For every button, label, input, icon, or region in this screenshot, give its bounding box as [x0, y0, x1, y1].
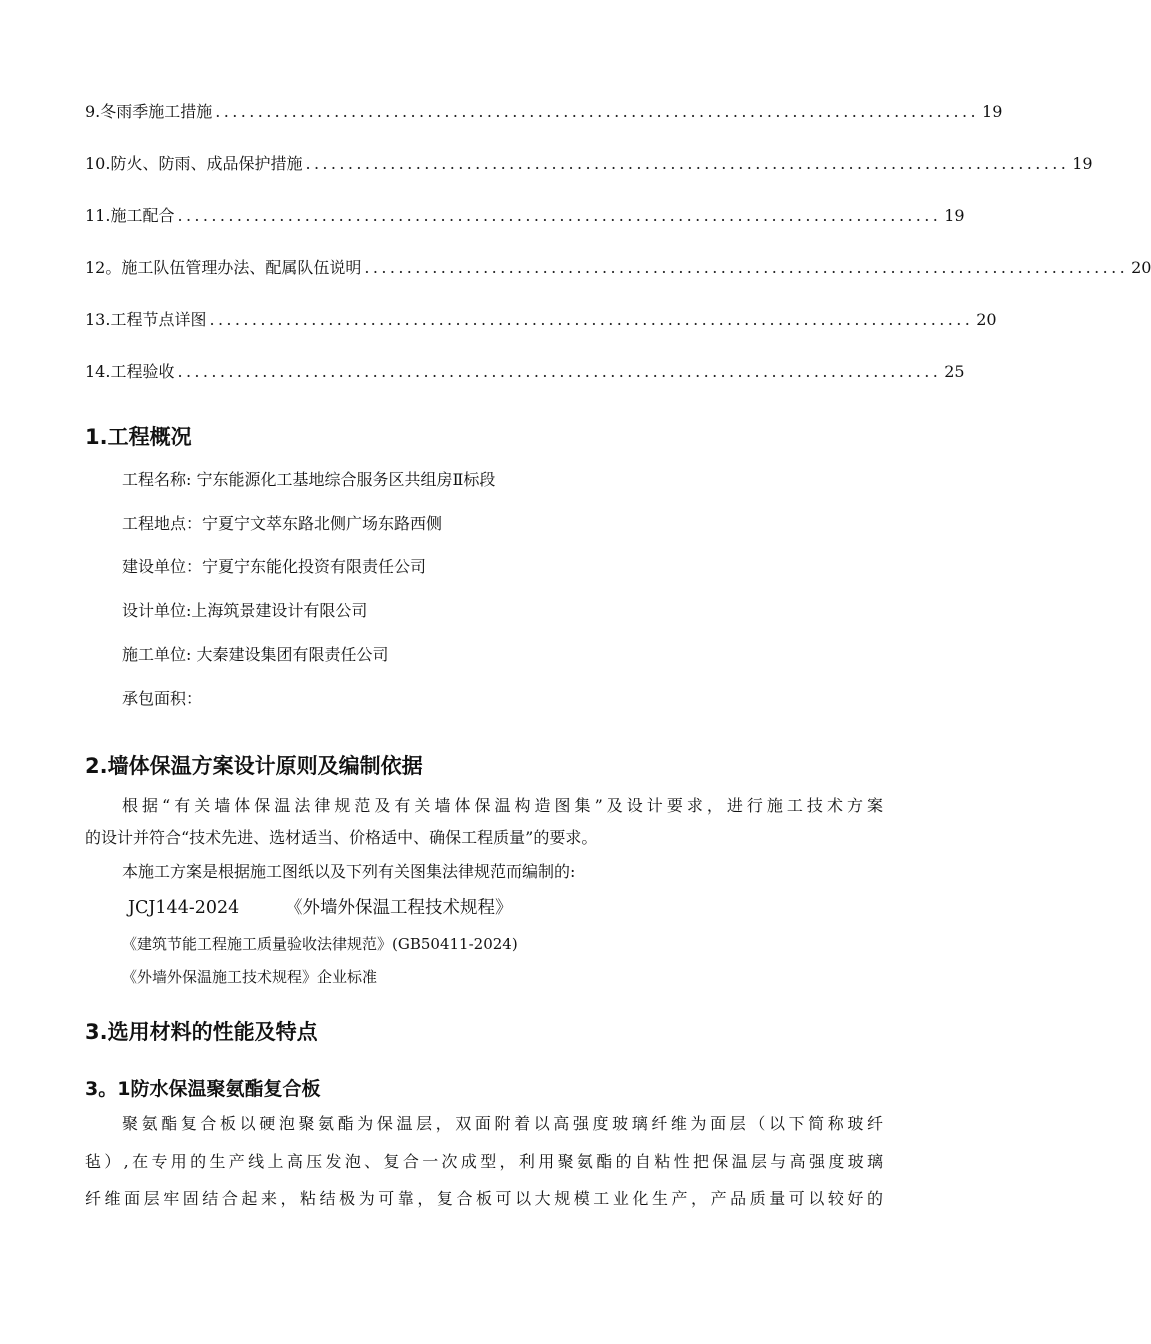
paragraph-line: 聚氨酯复合板以硬泡聚氨酯为保温层，双面附着以高强度玻璃纤维为面层（以下简称玻纤 [122, 1114, 883, 1133]
subsection-heading: 3。1防水保温聚氨酯复合板 [85, 1078, 321, 1100]
standard-title: 《外墙外保温工程技术规程》 [285, 898, 513, 918]
toc-entry[interactable] [85, 256, 1151, 280]
standard-reference: 《建筑节能工程施工质量验收法律规范》(GB50411-2024) [122, 935, 518, 953]
toc-entry[interactable] [85, 308, 997, 332]
project-location: 工程地点：宁夏宁文萃东路北侧广场东路西侧 [122, 514, 443, 533]
design-unit: 设计单位:上海筑景建设计有限公司 [122, 601, 368, 620]
standard-reference [128, 895, 513, 921]
toc-entry[interactable] [85, 204, 965, 228]
toc-label: 12。施工队伍管理办法、配属队伍说明 [85, 258, 362, 277]
toc-page-number: 20 [1131, 258, 1151, 277]
standard-reference: 《外墙外保温施工技术规程》企业标准 [122, 968, 378, 986]
toc-label: 11.施工配合 [85, 206, 175, 225]
toc-leader: .......................................................................................... [215, 102, 980, 121]
construction-unit: 施工单位: 大秦建设集团有限责任公司 [122, 645, 389, 664]
paragraph-line: 毡）,在专用的生产线上高压发泡、复合一次成型，利用聚氨酯的自粘性把保温层与高强度玻璃 [85, 1152, 883, 1171]
paragraph-line: 的设计并符合“技术先进、选材适当、价格适中、确保工程质量”的要求。 [85, 828, 598, 847]
toc-leader: .......................................................................................... [177, 206, 942, 225]
project-name: 工程名称: 宁东能源化工基地综合服务区共组房Ⅱ标段 [122, 470, 496, 489]
toc-leader: .......................................................................................... [305, 154, 1070, 173]
toc-entry[interactable] [85, 360, 965, 384]
toc-page-number: 19 [944, 206, 965, 225]
toc-page-number: 19 [1072, 154, 1093, 173]
toc-label: 14.工程验收 [85, 362, 175, 381]
toc-label: 10.防火、防雨、成品保护措施 [85, 154, 303, 173]
contract-area: 承包面积： [122, 689, 203, 708]
toc-label: 9.冬雨季施工措施 [85, 102, 213, 121]
toc-leader: .......................................................................................... [209, 310, 974, 329]
paragraph-line: 纤维面层牢固结合起来，粘结极为可靠，复合板可以大规模工业化生产，产品质量可以较好的 [85, 1189, 883, 1208]
paragraph-line: 本施工方案是根据施工图纸以及下列有关图集法律规范而编制的: [122, 862, 576, 881]
toc-leader: .......................................................................................... [364, 258, 1129, 277]
client-unit: 建设单位：宁夏宁东能化投资有限责任公司 [122, 557, 427, 576]
section-heading-project-overview: 1.工程概况 [85, 425, 192, 449]
section-heading-design-principles: 2.墙体保温方案设计原则及编制依据 [85, 754, 423, 778]
toc-entry[interactable] [85, 100, 1003, 124]
toc-leader: .......................................................................................... [177, 362, 942, 381]
toc-label: 13.工程节点详图 [85, 310, 207, 329]
standard-code: JCJ144-2024 [128, 898, 240, 918]
section-heading-materials: 3.选用材料的性能及特点 [85, 1020, 318, 1044]
toc-page-number: 25 [944, 362, 965, 381]
paragraph-line: 根据“有关墙体保温法律规范及有关墙体保温构造图集”及设计要求，进行施工技术方案 [122, 796, 883, 815]
toc-page-number: 19 [982, 102, 1003, 121]
toc-entry[interactable] [85, 152, 1093, 176]
toc-page-number: 20 [976, 310, 997, 329]
